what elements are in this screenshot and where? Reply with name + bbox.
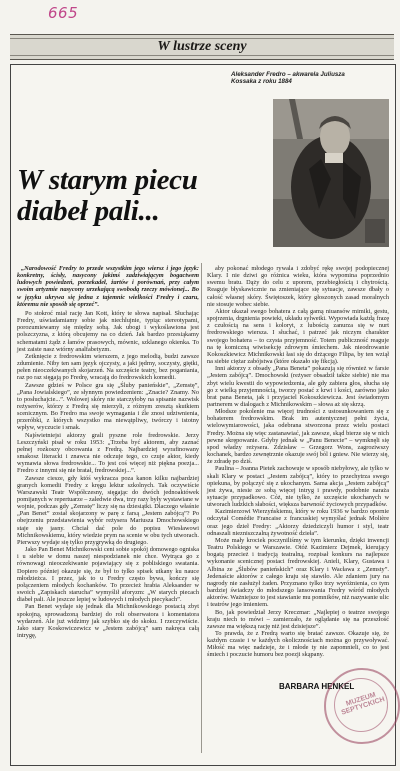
article-headline: W starym piecu diabeł pali... [17, 164, 198, 227]
body-paragraph: To prawda, że z Fredrą warto się bratać zawsze. Okazuje się, że każdym czasie i w każdych okolicznościach można go przywoływać. Miłość ma więc nadzieje, że i młode ty nie zapomnieli, co to jest śmiech i poczucie humoru bez poezji skąpany. [207, 629, 389, 659]
body-paragraph: aby pokonać młodego rywala i zdobyć rękę swojej podopiecznej Klary. I nie dziwi go różnica wieku, która wypomina poprzednio swemu bratu. Dąży do celu z uporem, przebiegłością i chytrością. Reaguje błyskawicznie na zmieniające się sytuacje, zawsze dbały o całość własnej skóry. Świętoszek, który głoszonych zasad moralnych nie stosuje wobec siebie. [207, 265, 389, 308]
portrait-watercolor-icon [273, 99, 389, 247]
body-paragraph: Kazimierzowi Wierzyńskiemu, który w roku 1936 w bardzo opornie odczytał Comédie Francaise z francuskiej wymyślać jednak Molière oraz jego dzieł Fredry: „Aktorzy dziedziczyli humor i styl, teatr odnaszali niezniszczalną żywotność dzieła”. [207, 508, 389, 537]
body-paragraph: Paulina – Joanna Pietek zachowuje w sposób niebyłowy, ale tylko w skali Klary w postaci „Jestem zabójcą”, który to przechytrza swego opiekuna, by połączyć się z ukochanym. Sama akcja „Jestem zabójcą” jest żywa, niesie ze sobą więcej intryg i prawdy, podobnie naraża sytuacje przypadkowo. Cóż, nie tylko, że szczęście ukochanych w utworach ludzkich słabości, większa barwność życiowych przypadków. [207, 465, 389, 509]
column-divider [201, 263, 202, 753]
section-title: W lustrze sceny [157, 39, 247, 54]
body-paragraph: Po stokroć miał rację Jan Kott, który te słowa napisał. Słuchając Fredry, uświadamiamy sobie jak niechlujnie, typiąc stereotypami, porozumiewamy się między sobą. Jak ubogi i wykoślawiona jest polszczyzna, z którą obcujemy na co dzień. Jak bardzo przesiąkamy schematami żądz z łamów prasowych, mównic, szklanego okienka. To jest zaiste nasz wtórny analfabetyzm. [17, 309, 199, 353]
body-paragraph: Jako Pan Benet Michnikowski ceni sobie spokój domowego ogniska i u siebie w domu naszej niespodzianek nie chce. Wytrąca go z równowagi nieoczekiwanie pojawiający się z pobliskiego swatania. Dopiero później okazuje się, że był to tylko spisek utkany ku nauce młodzieżca. I przez, jak to u Fredry często bywa, kończy się połączeniem młodych kochanków. To przecież hrabia Aleksander w swoich „Zapiskach starucha” wymyślił aforyzm: „W starych piecach diabeł pali. Ale jeszcze lepiej w ludowych i młodych piecykach”. [17, 546, 199, 604]
body-paragraph: Zawsze ciesze, gdy któś wykracza poza kanon kilku najbardziej granych komedii Fredry z kręgu lektur szkolnych. Tak oczywiście Warszawski Teatr Współczesny, sięgając do dwóch jednoaktówek pomijanych w repertuarze – zaledwie dwa, trzy razy były wystawiane w wojnie, podczas gdy „Zemstę” liczy się na dziesiątki. Dlaczego właśnie „Pan Benet” został skojarzony w parę z farsą „Jestem zabójcą”? Po obejrzeniu przedstawienia wybór reżysera Mariusza Dmochowskiego staje się jasny. Chciał dać pole do popisu Wiesławowi Michnikowskiemu, który wiedzie prym na scenie w obu tych utworach. Pierwszy wydaje się tylko przygrywką do drugiego. [17, 474, 200, 546]
body-paragraph: Aktor ukazał swego bohatera z całą gamą niuansów mimiki, gestu, spojrzenia, drgnienia powieki, układu sylwetki. Wypowiada każdą frazę z czułością na sens i koloryt, z lubością zanurza się w nurt fredrowskiego wiersza. I słuchać, i patrzeć jak niczym charakter swojego bohatera – to czysta przyjemność. Totem publiczność reaguje na tę komiczną wiwisekcję zdrowym śmiechem. Jak nieodrowanie Kokoszkiewicz Michnikowski łasi się do drżącego Filipa, by ten wziął na siebie ciężar zabójstwa (które okazało się fikcją). [207, 307, 389, 366]
body-paragraph: Bo, jak powiedział Jerzy Kreczmar: „Najlepiej o teatrze swojego kraju niech to mówi – zamierzało, że oglądanie się na przeszłość zawsze ma większą rację niż jest dzisiejsze”. [207, 608, 389, 630]
article-column-left [17, 265, 199, 639]
article [10, 64, 396, 766]
lead-paragraph: „Narodowość Fredry to przede wszystkim jego wiersz i jego język: konkretny, ścisły, nasycony jakimś zadziwiającym bogactwem ludowych powiedzeń, porzekadeł, żartów i porównań, przy całym swoim artyzmie nasycony urzekającą swobodą rzeczy mówionej... Bo w języku ukrywa się jedna z tajemnic wielkości Fredry i czaru, któremu nie sposób się oprzeć”. [17, 265, 199, 308]
article-column-right [207, 265, 389, 659]
body-paragraph: Inni aktorzy z obsady „Pana Beneta” pokazują się również w farsie „Jestem zabójcą”. Dmochowski (reżyser obsadził także siebie) nie ma zbyt wielu kwestii do wypowiedzenia, ale gdy zabiera głos, słucha się go z wielką przyjemnością, tworzy postać z krwi i kości, zarówno jako brat pana Beneta, jak i przyjaciel Kokoszkiewicza. Jest świadomym partnerem w dialogach z Michnikowskim – słowa aż się skrzą. [207, 365, 389, 408]
body-paragraph: Pan Benet wydaje się jednak dla Michnikowskiego postacią zbyt spokojną, sprowadzoną bardziej do roli obserwatora i komentatora wydarzeń. Ale już widzimy jak szybko się do skoku. I rzeczywiście. Jako stary Koskowiczewicz w „Jestem zabójcą” sam nakręca całą intrygę, [17, 603, 199, 639]
body-paragraph: Najświetniejsi aktorzy grali pyszne role fredrowskie. Jerzy Leszczyński pisał w roku 1953: „Trzeba być aktorem, aby zaznać pełnej rozkoszy obcowania z Fredrą. Najbardziej wyrafinowany smakosz literacki i znawca nie odczuje tego, co czuje aktor, kiedy wymawia słowa fredrowskie... To jest coś więcej niż piękna poezja... Fredro z innymi się nie bratał, fredrowskiej...”. [17, 431, 199, 475]
museum-stamp [324, 668, 400, 744]
photo-caption: Aleksander Fredro – akwarela Juliusza Kossaka z roku 1884 [231, 71, 345, 86]
section-header [10, 34, 394, 60]
author-byline: BARBARA HENKEL [279, 682, 355, 691]
body-paragraph: Zetknięcie z fredrowskim wierszem, z jego melodią, budzi zawsze zdumienie. Niby ten sam język ojczysty, a jaki jędrny, soczysty, giętki, pełen nieoczekiwanych skojarzeń. Na szczęście teatry, bez poganiania, raz po raz sięgają po Fredrę, wracają do fredrowskich komedii. [17, 352, 199, 382]
portrait-image [273, 99, 389, 247]
body-paragraph: Młodsze pokolenie ma więcej trudności z ustosunkowaniem się z bohaterem fredrowskim. Brak im autentycznej pełni życia, wielowymiarowości, jaka odebrana stworzona przez wielu postaci Fredry. Można się więc zastanawiać, jak zawsze, skąd bierze się w nich pewne skrępowanie. Gdyby jednak w „Panu Benecie” – wymknęli się spod władzy reżysera. Zdzisław – Grzegorz Wons, zagroziwszy kochanek, bardzo zewnętrznie okazuje swój ból i gniew. Nie wierzy się, że zdradę po dziś. [207, 408, 389, 466]
body-paragraph: Może mały krociek poczyniliśmy w tym kierunku, dzięki inwencji Teatru Polskiego w Warszawie. Otóż Kazimierz Dejmek, kierujący bogatą przecież i tradycją teatralną, rozpisał konkurs na najlepsze wykonanie scenicznej postaci fredrowskiej. Anieli, Klary, Gustawa i Albina ze „Ślubów panieńskich” oraz Klary i Wacława z „Zemsty”. Jedenaście aktorów z całego kraju się stawiło. Ale zdaniem jury na nagrody nie zasłużył żaden. Przyznano tylko trzy wyróżnienia, co tym bardziej świadczy do młodszego lansowania Fredry wśród młodych aktorów. Ważniejsze to jest stawianie mu pomników, niż nazywanie ulic i teatrów jego imieniem. [207, 536, 389, 609]
body-paragraph: Zawsze gdzieś w Polsce gra się „Śluby panieńskie”, „Zemstę”, „Pana Jowialskiego”, ze słynnym powiedzeniem: „Znacie? Znamy. No to posłuchajcie...”. Wolowej skóry nie starczyłoby na spisanie nazwisk reżyserów, którzy z Fredrą się mierzyli, z różnym zresztą skutkiem scenicznym. Bo Fredro ma swoje wymagania i źle znosi udziwnienia, przeróbki, z których wszystko ma niewątpliwy, twórczy i istotny wpływ, wyczucie i smak. [17, 381, 199, 432]
stamp-text: MUZEUM SEPTYCKICH [340, 691, 386, 717]
handwritten-page-number: 665 [48, 4, 79, 22]
